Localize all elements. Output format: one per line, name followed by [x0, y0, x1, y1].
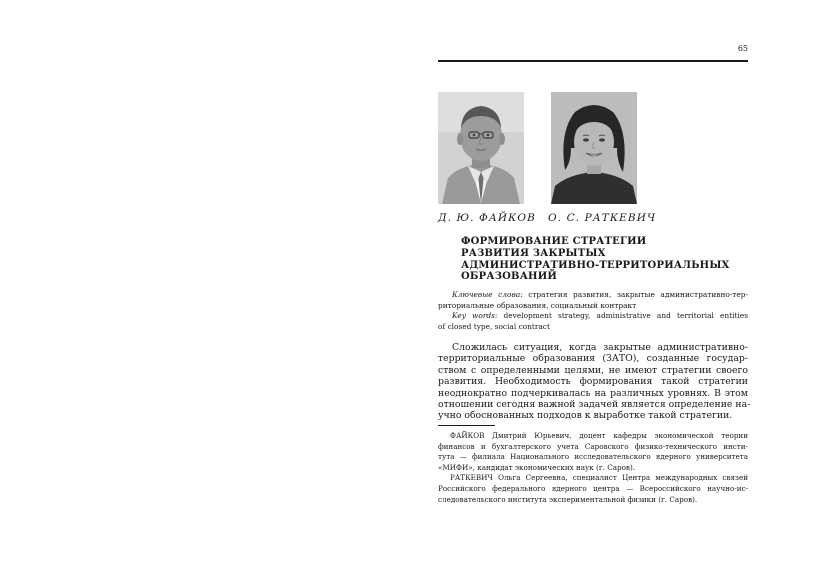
portrait-illustration-1 — [438, 92, 524, 204]
title-line: ФОРМИРОВАНИЕ СТРАТЕГИИ — [461, 236, 647, 247]
body-line: неоднократно подчеркивалась на различных уровнях. В этом — [438, 387, 748, 399]
keywords-en-line — [438, 311, 748, 322]
keywords-en-label: Key words — [452, 311, 495, 320]
footnote-line: тута — филиала Национального исследовательского ядерного университета — [438, 452, 748, 462]
footnote-line: Российского федерального ядерного центра — Всероссийского научно-ис- — [438, 483, 748, 493]
keywords-ru-line: риториальные образования, социальный контракт — [438, 300, 637, 310]
title-line: АДМИНИСТРАТИВНО-ТЕРРИТОРИАЛЬНЫХ — [461, 259, 730, 271]
author-name-2: О. С. РАТКЕВИЧ — [548, 212, 657, 224]
footnote-line: следовательского института экспериментальной физики (г. Саров). — [438, 494, 698, 504]
keywords-ru-line — [438, 290, 748, 301]
footnote-line: финансов и бухгалтерского учета Саровского физико-технического инсти- — [438, 441, 748, 451]
footnote-line: «МИФИ», кандидат экономических наук (г. Саров). — [438, 462, 636, 472]
title-line: РАЗВИТИЯ ЗАКРЫТЫХ — [461, 247, 606, 259]
body-line: отношении сегодня важной задачей является определение на- — [438, 399, 751, 411]
header-rule — [438, 60, 748, 62]
body-line: учно обоснованных подходов к выработке такой стратегии. — [438, 410, 733, 422]
article-title — [461, 236, 748, 283]
body-line: Сложилась ситуация, когда закрытые административно- — [452, 342, 748, 353]
footnotes — [438, 431, 748, 505]
footnote-rule — [438, 425, 495, 426]
body-paragraph — [438, 342, 751, 422]
body-line: территориальные образования (ЗАТО), созданные государ- — [438, 353, 748, 365]
author-name-1: Д. Ю. ФАЙКОВ — [438, 212, 536, 224]
body-line: развития. Необходимость формирования такой стратегии — [438, 376, 748, 388]
portrait-illustration-2 — [551, 92, 637, 204]
footnote-line: ФАЙКОВ Дмитрий Юрьевич, доцент кафедры экономической теории — [450, 431, 748, 440]
keywords-block — [438, 290, 748, 332]
keywords-en-line: of closed type, social contract — [438, 321, 550, 331]
footnote-line: РАТКЕВИЧ Ольга Сергеевна, специалист Центра международных связей — [450, 473, 748, 483]
title-line: ОБРАЗОВАНИЙ — [461, 271, 557, 283]
keywords-en-text: : development strategy, administrative and territorial entities — [494, 311, 749, 320]
keywords-ru-label: Ключевые слова — [452, 290, 521, 299]
keywords-ru-text: : стратегия развития, закрытые административно-тер- — [520, 290, 749, 299]
body-line: ством с определенными целями, не имеют стратегии своего — [438, 364, 748, 376]
page-number: 65 — [737, 44, 748, 53]
author-photo-faykov — [438, 92, 524, 204]
author-photo-ratkevich — [551, 92, 637, 204]
